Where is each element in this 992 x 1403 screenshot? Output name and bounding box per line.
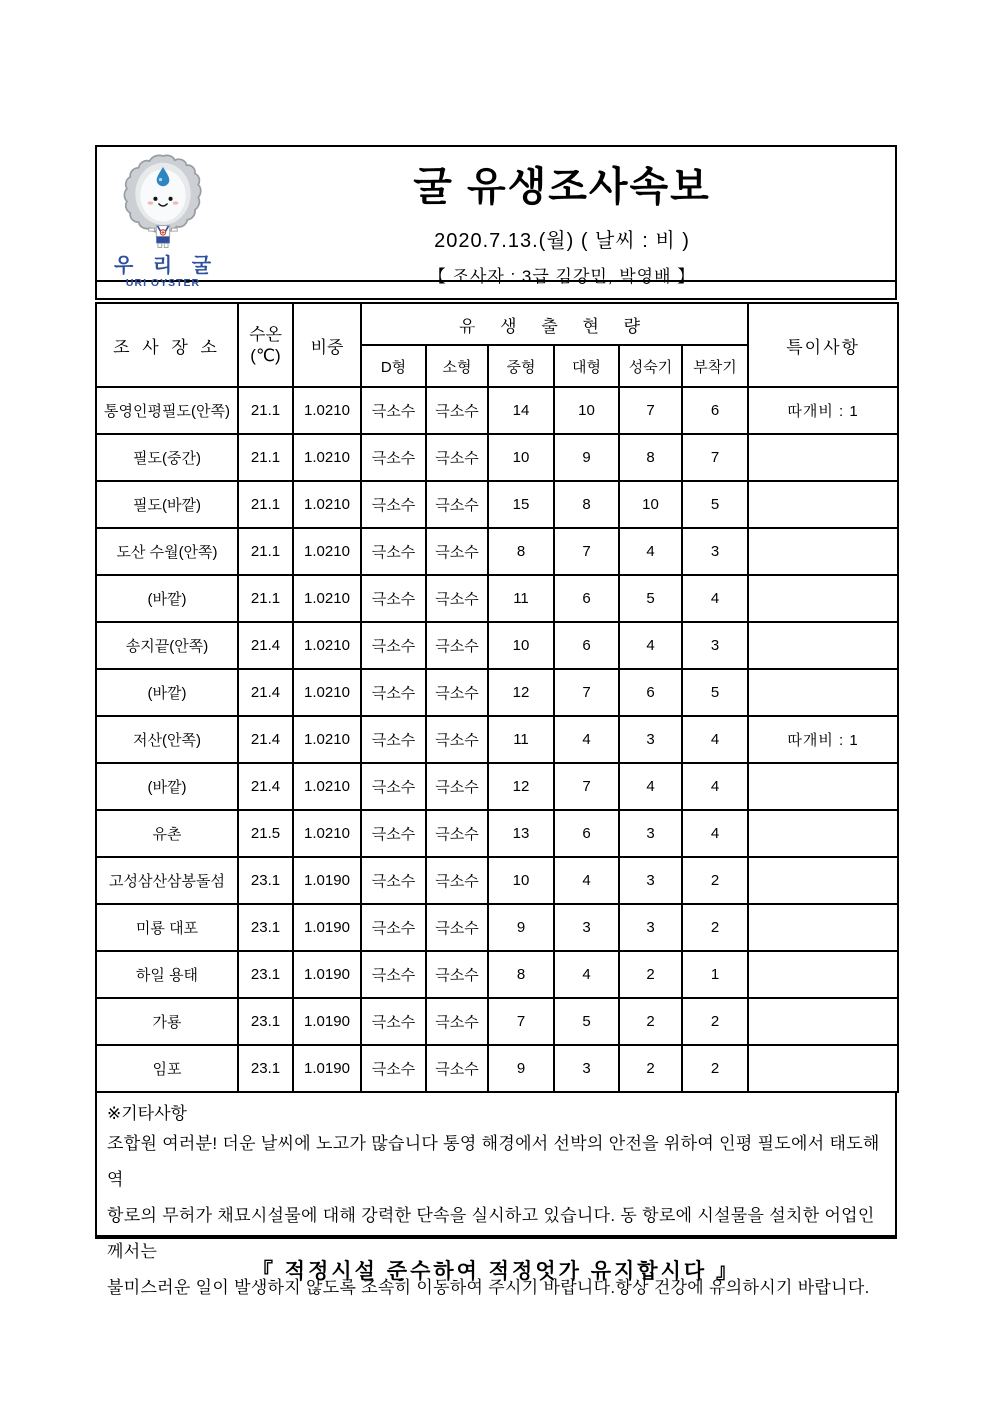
cell-temp: 21.1 [238,481,293,528]
cell-attach: 2 [682,857,748,904]
cell-d_type: 극소수 [361,763,426,810]
slogan: 『 적정시설 준수하여 적정엇가 유지합시다 』 [251,1260,741,1283]
cell-location: (바깥) [96,669,238,716]
cell-gravity: 1.0210 [293,481,361,528]
cell-attach: 5 [682,669,748,716]
cell-temp: 23.1 [238,951,293,998]
cell-temp: 21.1 [238,575,293,622]
cell-attach: 1 [682,951,748,998]
header-larvae-occurrence: 유 생 출 현 량 [361,303,748,345]
header-mature: 성숙기 [619,345,682,387]
cell-note [748,951,898,998]
cell-mature: 7 [619,387,682,434]
cell-small: 극소수 [426,528,488,575]
cell-small: 극소수 [426,904,488,951]
cell-temp: 23.1 [238,998,293,1045]
cell-note [748,1045,898,1092]
cell-medium: 15 [488,481,554,528]
cell-temp: 21.1 [238,387,293,434]
cell-note [748,810,898,857]
cell-d_type: 극소수 [361,951,426,998]
cell-d_type: 극소수 [361,716,426,763]
cell-mature: 3 [619,904,682,951]
cell-small: 극소수 [426,622,488,669]
header-water-temp-line1: 수온 [249,324,282,344]
header-large: 대형 [554,345,619,387]
cell-d_type: 극소수 [361,1045,426,1092]
cell-attach: 2 [682,904,748,951]
header-specific-gravity: 비중 [293,303,361,387]
cell-medium: 9 [488,904,554,951]
cell-note [748,434,898,481]
notes-title: ※기타사항 [107,1104,187,1123]
cell-mature: 4 [619,528,682,575]
cell-small: 극소수 [426,434,488,481]
cell-location: 필도(바깥) [96,481,238,528]
cell-location: (바깥) [96,763,238,810]
cell-medium: 7 [488,998,554,1045]
cell-location: 송지끝(안쪽) [96,622,238,669]
cell-temp: 23.1 [238,1045,293,1092]
cell-d_type: 극소수 [361,528,426,575]
cell-note: 따개비 : 1 [748,716,898,763]
cell-large: 3 [554,904,619,951]
cell-d_type: 극소수 [361,481,426,528]
cell-large: 3 [554,1045,619,1092]
cell-note [748,481,898,528]
cell-medium: 8 [488,951,554,998]
cell-large: 4 [554,951,619,998]
cell-medium: 9 [488,1045,554,1092]
cell-attach: 3 [682,528,748,575]
cell-attach: 2 [682,1045,748,1092]
cell-temp: 21.4 [238,716,293,763]
table-row [96,951,898,998]
cell-large: 4 [554,857,619,904]
cell-mature: 6 [619,669,682,716]
cell-medium: 11 [488,575,554,622]
cell-note [748,575,898,622]
cell-attach: 5 [682,481,748,528]
cell-d_type: 극소수 [361,857,426,904]
cell-attach: 6 [682,387,748,434]
cell-d_type: 극소수 [361,387,426,434]
cell-location: 필도(중간) [96,434,238,481]
header-location: 조 사 장 소 [96,303,238,387]
cell-temp: 21.1 [238,528,293,575]
header-medium: 중형 [488,345,554,387]
survey-table [95,302,899,1093]
cell-location: 하일 용태 [96,951,238,998]
table-row [96,528,898,575]
cell-medium: 12 [488,763,554,810]
cell-d_type: 극소수 [361,998,426,1045]
cell-gravity: 1.0210 [293,575,361,622]
cell-small: 극소수 [426,810,488,857]
cell-mature: 2 [619,951,682,998]
cell-d_type: 극소수 [361,810,426,857]
table-row [96,622,898,669]
cell-note [748,998,898,1045]
cell-medium: 12 [488,669,554,716]
logo [97,147,229,289]
cell-gravity: 1.0210 [293,763,361,810]
cell-temp: 23.1 [238,904,293,951]
report-header [95,145,897,289]
cell-gravity: 1.0190 [293,857,361,904]
cell-gravity: 1.0190 [293,904,361,951]
cell-large: 7 [554,763,619,810]
cell-small: 극소수 [426,951,488,998]
cell-mature: 3 [619,810,682,857]
table-row [96,810,898,857]
header-text [229,147,895,287]
cell-mature: 4 [619,763,682,810]
cell-location: 유촌 [96,810,238,857]
cell-temp: 21.4 [238,669,293,716]
cell-small: 극소수 [426,763,488,810]
cell-mature: 5 [619,575,682,622]
cell-mature: 4 [619,622,682,669]
cell-attach: 4 [682,575,748,622]
cell-temp: 23.1 [238,857,293,904]
cell-large: 9 [554,434,619,481]
table-row [96,575,898,622]
cell-attach: 7 [682,434,748,481]
cell-gravity: 1.0210 [293,716,361,763]
cell-location: 임포 [96,1045,238,1092]
cell-medium: 10 [488,622,554,669]
page-title: 굴 유생조사속보 [413,165,711,209]
cell-mature: 3 [619,857,682,904]
surveyor-line: 【 조사자 : 3급 김강민, 박영배 】 [428,267,696,286]
table-row [96,998,898,1045]
cell-note [748,622,898,669]
cell-temp: 21.4 [238,622,293,669]
cell-small: 극소수 [426,998,488,1045]
cell-small: 극소수 [426,387,488,434]
cell-gravity: 1.0210 [293,387,361,434]
logo-english-text: URI OYSTER [125,277,201,289]
cell-small: 극소수 [426,857,488,904]
cell-large: 6 [554,575,619,622]
cell-location: 저산(안쪽) [96,716,238,763]
cell-temp: 21.4 [238,763,293,810]
cell-gravity: 1.0190 [293,951,361,998]
cell-small: 극소수 [426,481,488,528]
cell-gravity: 1.0210 [293,810,361,857]
cell-mature: 8 [619,434,682,481]
cell-d_type: 극소수 [361,669,426,716]
logo-korean-text: 우 리 굴 [113,255,219,277]
cell-location: 고성삼산삼봉돌섬 [96,857,238,904]
cell-medium: 13 [488,810,554,857]
cell-large: 4 [554,716,619,763]
cell-large: 8 [554,481,619,528]
cell-mature: 2 [619,998,682,1045]
cell-note [748,857,898,904]
table-row [96,387,898,434]
cell-gravity: 1.0190 [293,998,361,1045]
cell-attach: 2 [682,998,748,1045]
notes-line: 항로의 무허가 채묘시설물에 대해 강력한 단속을 실시하고 있습니다. 동 항로에 시설물을 설치한 어업인께서는 [107,1206,875,1262]
cell-gravity: 1.0210 [293,669,361,716]
cell-small: 극소수 [426,669,488,716]
cell-large: 6 [554,622,619,669]
cell-small: 극소수 [426,1045,488,1092]
cell-location: (바깥) [96,575,238,622]
date-line: 2020.7.13.(월) ( 날씨 : 비 ) [434,230,690,252]
cell-note [748,763,898,810]
cell-mature: 10 [619,481,682,528]
cell-gravity: 1.0210 [293,434,361,481]
cell-large: 6 [554,810,619,857]
cell-location: 가룡 [96,998,238,1045]
cell-location: 통영인평필도(안쪽) [96,387,238,434]
cell-note: 따개비 : 1 [748,387,898,434]
cell-attach: 4 [682,810,748,857]
notes-line: 조합원 여러분! 더운 날씨에 노고가 많습니다 통영 해경에서 선박의 안전을 위하여 인평 필도에서 태도해역 [107,1134,880,1190]
header-d-type: D형 [361,345,426,387]
notes-line: 불미스러운 일이 발생하지 않도록 조속히 이동하여 주시기 바랍니다.항상 건강에 유의하시기 바랍니다. [107,1278,870,1298]
table-row [96,857,898,904]
cell-medium: 10 [488,857,554,904]
cell-mature: 3 [619,716,682,763]
cell-gravity: 1.0210 [293,622,361,669]
report-sheet [95,145,897,1298]
cell-large: 7 [554,528,619,575]
header-attach: 부착기 [682,345,748,387]
cell-attach: 4 [682,716,748,763]
table-row [96,763,898,810]
cell-attach: 4 [682,763,748,810]
cell-gravity: 1.0190 [293,1045,361,1092]
table-body [96,387,898,1092]
cell-note [748,669,898,716]
cell-d_type: 극소수 [361,575,426,622]
table-row [96,1045,898,1092]
cell-small: 극소수 [426,716,488,763]
cell-medium: 10 [488,434,554,481]
table-row [96,481,898,528]
header-small: 소형 [426,345,488,387]
cell-medium: 8 [488,528,554,575]
table-row [96,669,898,716]
cell-temp: 21.1 [238,434,293,481]
cell-attach: 3 [682,622,748,669]
cell-medium: 11 [488,716,554,763]
cell-note [748,904,898,951]
table-row [96,716,898,763]
cell-small: 극소수 [426,575,488,622]
cell-large: 5 [554,998,619,1045]
cell-temp: 21.5 [238,810,293,857]
cell-large: 10 [554,387,619,434]
cell-note [748,528,898,575]
oyster-mascot-icon [120,151,206,250]
cell-d_type: 극소수 [361,434,426,481]
header-water-temp-line2: (℃) [250,346,281,365]
cell-d_type: 극소수 [361,622,426,669]
header-remarks: 특이사항 [748,303,898,387]
cell-medium: 14 [488,387,554,434]
cell-location: 도산 수월(안쪽) [96,528,238,575]
header-water-temp [238,303,293,387]
table-row [96,904,898,951]
cell-location: 미룡 대포 [96,904,238,951]
cell-gravity: 1.0210 [293,528,361,575]
cell-mature: 2 [619,1045,682,1092]
cell-d_type: 극소수 [361,904,426,951]
table-row [96,434,898,481]
cell-large: 7 [554,669,619,716]
